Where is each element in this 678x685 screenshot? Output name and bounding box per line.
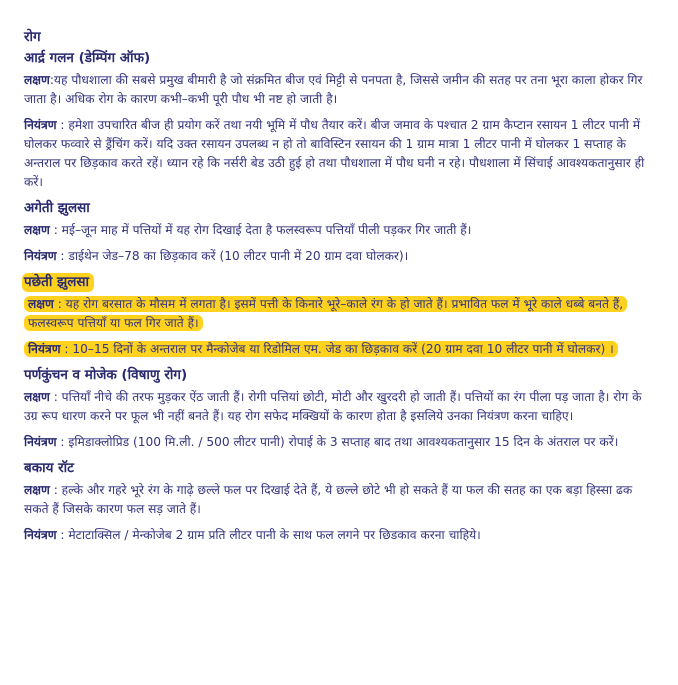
symptom-paragraph-buckeye-rot — [24, 481, 656, 519]
control-text: : डाईथेन जेड–78 का छिड़काव करें (10 लीटर पानी में 20 ग्राम दवा घोलकर)। — [56, 249, 409, 263]
section-title-buckeye-rot: बकाय रॉट — [24, 460, 74, 476]
control-label: नियंत्रण — [24, 435, 57, 449]
symptom-text: : मई–जून माह में पत्तियों में यह रोग दिखाई देता है फलस्वरूप पत्तियाँ पीली पड़कर गिर जाती हैं। — [49, 223, 472, 237]
symptom-paragraph-early-blight — [24, 221, 656, 240]
symptom-paragraph-leaf-curl — [24, 388, 656, 426]
document-page — [24, 28, 656, 552]
control-text: : 10–15 दिनों के अन्तराल पर मैन्कोजेब या रिडोमिल एम. जेड का छिड़काव करें (20 ग्राम दवा 10 लीटर पानी में घोलकर) । — [60, 342, 614, 356]
symptom-paragraph-late-blight — [24, 295, 656, 333]
symptom-text: : यह रोग बरसात के मौसम में लगता है। इसमें पत्ती के किनारे भूरे–काले रंग के हो जाते हैं। प्रभावित फल में भूरे काले धब्बे बनते हैं, फलस्वरूप पत्तियाँ या फल गिर जाते हैं। — [28, 297, 624, 330]
control-text: : मेटाटाक्सिल / मेन्कोजेब 2 ग्राम प्रति लीटर पानी के साथ फल लगने पर छिडकाव करना चाहिये। — [56, 528, 481, 542]
section-title-leaf-curl-mosaic: पर्णकुंचन व मोजेक (विषाणु रोग) — [24, 367, 188, 383]
control-paragraph-early-blight — [24, 247, 656, 266]
late-blight-control-highlight — [24, 341, 618, 357]
section-title-damping-off: आर्द्र गलन (डेम्पिंग ऑफ) — [24, 50, 151, 66]
symptom-paragraph-damping-off — [24, 71, 656, 109]
section-title-late-blight — [24, 273, 656, 292]
late-blight-highlight: पछेती झुलसा — [22, 273, 94, 292]
symptom-text: : हल्के और गहरे भूरे रंग के गाढ़े छल्ले फल पर दिखाई देते हैं, ये छल्ले छोटे भी हो सकते हैं या फल की सतह का एक बड़ा हिस्सा ढक सकते हैं जिसके कारण फल सड़ जाते हैं। — [24, 483, 633, 516]
symptom-label: लक्षण — [24, 390, 50, 404]
symptom-label: लक्षण — [24, 73, 50, 87]
control-label: नियंत्रण — [24, 118, 57, 132]
control-text: : हमेशा उपचारित बीज ही प्रयोग करें तथा नयी भूमि में पौध तैयार करें। बीज जमाव के पश्चात 2 ग्राम कैप्टान रसायन 1 लीटर पानी में घोलकर फव्वारे से ड्रैंचिंग करें। यदि उक्त रसायन उपलब्ध न हो तो बाविस्टिन रसायन की 1 ग्राम मात्रा 1 लीटर पानी में घोलकर 1 सप्ताह के अन्तराल पर छिड़काव करते रहें। ध्यान रहे कि नर्सरी बेड उठी हुई हो तथा पौधशाला में पौध घनी न रहे। पौधशाला में सिंचाई आवश्यकतानुसार ही करें। — [24, 118, 645, 189]
section-title-early-blight: अगेती झुलसा — [24, 200, 90, 216]
control-text: : इमिडाक्लोप्रिड (100 मि.ली. / 500 लीटर पानी) रोपाई के 3 सप्ताह बाद तथा आवश्यकतानुसार 15 दिन के अंतराल पर करें। — [56, 435, 619, 449]
symptom-text: :यह पौधशाला की सबसे प्रमुख बीमारी है जो संक्रमित बीज एवं मिट्टी से पनपता है, जिससे जमीन की सतह पर तना भूरा काला होकर गिर जाता है। अधिक रोग के कारण कभी–कभी पूरी पौध भी नष्ट हो जाती है। — [24, 73, 643, 106]
control-paragraph-late-blight — [24, 340, 656, 359]
control-label: नियंत्रण — [24, 528, 57, 542]
control-label: नियंत्रण — [28, 342, 61, 356]
symptom-label: लक्षण — [28, 297, 54, 311]
control-label: नियंत्रण — [24, 249, 57, 263]
symptom-label: लक्षण — [24, 223, 50, 237]
control-paragraph-leaf-curl — [24, 433, 656, 452]
diseases-heading: रोग — [24, 29, 41, 45]
symptom-text: : पत्तियाँ नीचे की तरफ मुड़कर ऐंठ जाती हैं। रोगी पत्तियां छोटी, मोटी और खुरदरी हो जाती हैं। पत्तियों का रंग पीला पड़ जाता है। रोग के उग्र रूप धारण करने पर फूल भी नहीं बनते हैं। यह रोग सफेद मक्खियों के कारण होता है इसलिये उनका नियंत्रण करना चाहिए। — [24, 390, 642, 423]
control-paragraph-buckeye-rot — [24, 526, 656, 545]
symptom-label: लक्षण — [24, 483, 50, 497]
control-paragraph-damping-off — [24, 116, 656, 192]
late-blight-symptom-highlight — [24, 296, 627, 331]
